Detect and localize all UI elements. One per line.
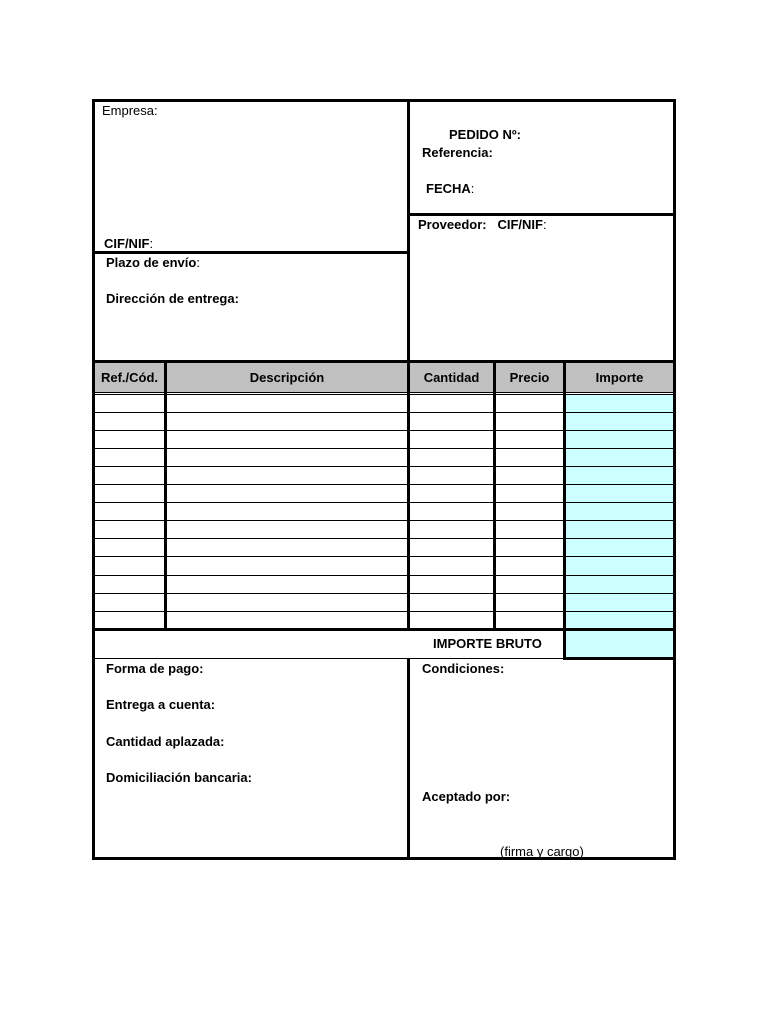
empresa-label: Empresa: [102,103,158,118]
proveedor-label: Proveedor: CIF/NIF: [418,217,547,232]
forma-pago-label: Forma de pago: [106,661,204,676]
table-row[interactable] [95,520,673,521]
firma-cargo-label: (firma y cargo) [500,844,584,859]
col-header-descripcion: Descripción [167,363,407,392]
col-line-1 [164,363,167,629]
entrega-cuenta-label: Entrega a cuenta: [106,697,216,712]
cif-nif-label: CIF/NIF: [104,236,154,251]
col-header-importe: Importe [566,363,673,392]
condiciones-label: Condiciones: [422,661,505,676]
table-row[interactable] [95,448,673,449]
table-row[interactable] [95,538,673,539]
form-border-left [92,99,95,860]
table-row[interactable] [95,484,673,485]
table-row[interactable] [95,593,673,594]
form-border-top [92,99,676,102]
col-line-2 [407,363,410,629]
order-info-divider [407,213,676,216]
table-row[interactable] [95,430,673,431]
table-row[interactable] [95,502,673,503]
importe-bruto-label: IMPORTE BRUTO [433,636,542,651]
col-line-3 [493,363,496,629]
col-line-4 [563,363,566,660]
fecha-label: FECHA: [426,181,475,196]
direccion-entrega-label: Dirección de entrega: [106,291,239,306]
header-divider [407,99,410,363]
totals-divider [95,658,563,659]
header-bottom-line-1 [95,392,673,393]
referencia-label: Referencia: [422,145,493,160]
importe-bruto-bottom [563,657,676,660]
col-header-precio: Precio [496,363,563,392]
table-row[interactable] [95,575,673,576]
form-border-bottom [92,857,676,860]
company-divider [92,251,410,254]
table-row[interactable] [95,466,673,467]
domiciliacion-label: Domiciliación bancaria: [106,770,252,785]
col-header-cantidad: Cantidad [410,363,493,392]
importe-bruto-value[interactable] [566,631,673,658]
table-row[interactable] [95,412,673,413]
plazo-envio-label: Plazo de envío: [106,255,200,270]
aceptado-por-label: Aceptado por: [422,789,511,804]
pedido-label: PEDIDO Nº: [449,127,521,142]
col-header-ref: Ref./Cód. [95,363,164,392]
cantidad-aplazada-label: Cantidad aplazada: [106,734,225,749]
table-row[interactable] [95,556,673,557]
table-row[interactable] [95,611,673,612]
footer-divider [407,658,410,858]
